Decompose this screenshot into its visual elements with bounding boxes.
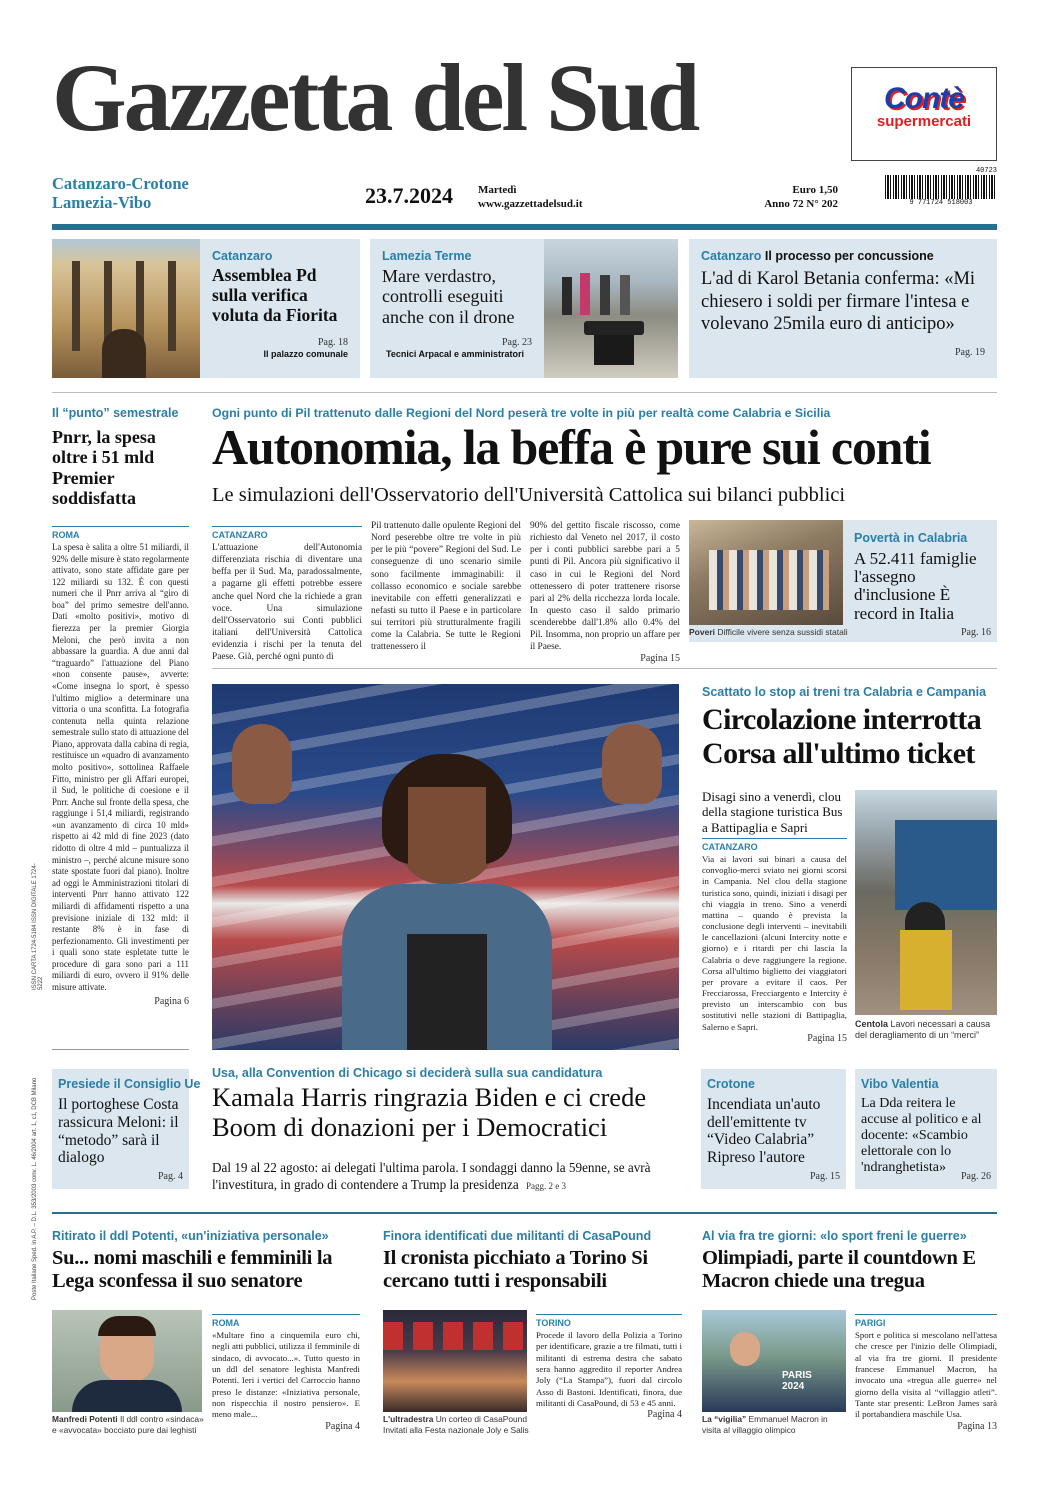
bottom-1-page: Pagina 4 <box>325 1420 360 1432</box>
lead-col-3 <box>530 520 680 664</box>
lead-kicker: Ogni punto di Pil trattenuto dalle Regioni del Nord peserà tre volte in più per realtà come Calabria e Sicilia <box>212 406 831 420</box>
top-box-3-kicker-wrap <box>701 249 934 263</box>
bottom-3-text <box>855 1314 997 1432</box>
trains-headline: Circolazione interrotta Corsa all'ultimo ticket <box>702 703 982 770</box>
left-brief-text <box>52 526 189 1007</box>
bottom-3-headline: Olimpiadi, parte il countdown E Macron chiede una tregua <box>702 1247 976 1293</box>
harris-headline: Kamala Harris ringrazia Biden e ci crede Boom di donazioni per i Democratici <box>212 1082 647 1142</box>
vibo-headline: La Dda reitera le accuse al politico e al docente: «Scambio elettorale con lo 'ndranghetista» <box>861 1096 982 1176</box>
poverty-page: Pag. 16 <box>961 627 991 638</box>
bottom-2-body: Procede il lavoro della Polizia a Torino per identificare, grazie a tre filmati, tutti i militanti di estrema destra che sabato sera hanno aggredito il reporter Andrea Joly (“La Stampa”), fuori dal circolo Asso di Bastoni. Identificati, finora, due militanti di CasaPound, di 53 e 45 anni. <box>536 1330 682 1409</box>
poverty-photo <box>689 520 843 625</box>
bottom-2-caption-text: Un corteo di CasaPound Invitati alla Festa nazionale Joly e Salis <box>383 1414 529 1435</box>
ad-logo <box>862 82 986 152</box>
potenti-photo <box>52 1310 202 1412</box>
left-brief-page: Pagina 6 <box>154 995 189 1007</box>
bottom-1-caption-bold: Manfredi Potenti <box>52 1414 118 1424</box>
top-box-1-kicker: Catanzaro <box>212 249 273 263</box>
top-box-2-headline: Mare verdastro, controlli eseguiti anche con il drone <box>382 266 515 327</box>
lead-subhead: Le simulazioni dell'Osservatorio dell'Università Cattolica sui bilanci pubblici <box>212 484 846 506</box>
eu-kicker: Presiede il Consiglio Ue <box>58 1077 201 1091</box>
bottom-3-body: Sport e politica si mescolano nell'attesa che cresce per l'inizio delle Olimpiadi, al via fra tre giorni. Il presidente francese Emmanuel Macron, ha invocato una «tregua alle guerre» nel giorno della visita al “villaggio atleti”. Tante star presenti: LeBron James sarà il portabandiera maschile Usa. <box>855 1330 997 1420</box>
trains-city: CATANZARO <box>702 838 847 852</box>
barcode-bottom: 9 771724 518003 <box>909 199 973 207</box>
lead-col-1-text: L'attuazione dell'Autonomia differenziata rischia di diventare una beffa per il Sud. Ma, paradossalmente, a pagarne gli effetti potrebbe essere anche quel Nord che la richiede a gran voce. Una simulazione dell'Osservatorio sui Conti pubblici italiani dell'Università Cattolica evidenzia i rischi per la tenuta del Paese. Già, perché ogni punto di <box>212 543 362 663</box>
lead-col-2: Pil trattenuto dalle opulente Regioni del Nord peserebbe oltre tre volte in più per le più “povere” Regioni del Sud. Le conseguenze di uno scenario simile sono facilmente immaginabili: il collasso economico e sociale sarebbe inevitabile con effetti generalizzati e nefasti su tutto il Paese e in particolare sui territori più strutturalmente fragili come la Calabria. Se tutte le Regioni trattenessero il <box>371 521 521 653</box>
ad-box[interactable] <box>851 67 997 161</box>
ad-tagline: supermercati <box>876 113 972 130</box>
crotone-box[interactable] <box>701 1069 846 1189</box>
harris-sub-text: Dal 19 al 22 agosto: ai delegati l'ultima parola. I sondaggi danno la 59enne, se avrà l'investitura, in grado di contendere a Trump la presidenza <box>212 1160 651 1192</box>
bottom-3-kicker: Al via fra tre giorni: «lo sport freni le guerre» <box>702 1229 967 1243</box>
bottom-3-page: Pagina 13 <box>957 1420 997 1432</box>
margin-issn: ISSN CARTA 1724-5184 ISSN DIGITALE 1724-5222 <box>32 863 44 990</box>
top-box-3-kicker: Catanzaro <box>701 249 762 263</box>
issue-number: Anno 72 N° 202 <box>764 198 838 211</box>
lead-page: Pagina 15 <box>640 653 680 665</box>
harris-kicker: Usa, alla Convention di Chicago si deciderà sulla sua candidatura <box>212 1066 603 1080</box>
casapound-caption <box>383 1414 529 1435</box>
edition-names <box>52 175 189 213</box>
bottom-2-kicker: Finora identificati due militanti di CasaPound <box>383 1229 652 1243</box>
trains-text <box>702 838 847 1044</box>
poverty-caption-text: Difficile vivere senza sussidi statali <box>717 627 848 637</box>
barcode-bars <box>885 175 997 199</box>
top-box-3-page: Pag. 19 <box>955 347 985 358</box>
ad-brand: Contè <box>884 82 964 115</box>
top-box-2-kicker: Lamezia Terme <box>382 249 472 263</box>
harris-page: Pagg. 2 e 3 <box>526 1180 567 1191</box>
eu-box[interactable] <box>52 1069 201 1189</box>
weekday: Martedì <box>478 184 517 196</box>
lead-headline: Autonomia, la beffa è pure sui conti <box>212 419 931 475</box>
bottom-3-city: PARIGI <box>855 1314 997 1328</box>
divider <box>52 1212 997 1214</box>
lead-city: CATANZARO <box>212 526 362 540</box>
crotone-page: Pag. 15 <box>810 1171 840 1182</box>
poverty-box[interactable] <box>689 520 997 642</box>
eu-headline: Il portoghese Costa rassicura Meloni: il “metodo” sarà il dialogo <box>58 1096 179 1167</box>
bottom-1-body: «Multare fino a cinquemila euro chi, negli atti pubblici, utilizza il femminile di sindaco, di avvocato...». Tutto questo in un ddl del senatore leghista Manfredi Potenti. Ieri i vertici del Carroccio hanno preso le distanze: «Iniziativa personale, non rispecchia il nostro pensiero». E meno male... <box>212 1330 360 1420</box>
masthead-title: Gazzetta del Sud <box>52 44 698 151</box>
price: Euro 1,50 <box>792 184 838 196</box>
top-box-3-kicker-rest: Il processo per concussione <box>764 249 934 263</box>
vibo-page: Pag. 26 <box>961 1171 991 1182</box>
bottom-2-text <box>536 1314 682 1420</box>
edition-1: Catanzaro-Crotone <box>52 174 189 193</box>
vibo-kicker: Vibo Valentia <box>861 1077 939 1091</box>
bottom-3-caption-bold: La “vigilia” <box>702 1414 747 1424</box>
macron-caption <box>702 1414 848 1435</box>
poverty-kicker: Povertà in Calabria <box>854 531 968 545</box>
trains-page: Pagina 15 <box>807 1032 847 1044</box>
trains-kicker: Scattato lo stop ai treni tra Calabria e Campania <box>702 685 987 699</box>
trains-caption-bold: Centola <box>855 1019 889 1029</box>
left-brief-body: La spesa è salita a oltre 51 miliardi, il 92% delle misure è stato regolarmente attivato, sono state affidate gare per 122 miliardi su 132. È con questi numeri che il Pnrr arriva al “giro di boa” del primo semestre dell'anno. Dati «molto positivi», motivo di fierezza per la premier Giorgia Meloni, che però invita a non abbassare la guardia. A due anni dal “traguardo” l'attuazione del Piano «non consente pause», avverte: «Come insegna lo sport, è spesso l'ultimo miglio» a determinare una vittoria o una sconfitta. La fotografia contenuta nella quinta relazione semestrale sullo stato di attuazione del Piano, approvata dalla cabina di regia, restituisce un «quadro di avanzamento molto positivo», sottolinea Raffaele Fitto, ministro per gli Affari europei, il Sud, le politiche di coesione e il Pnrr. Anche sul fronte della spesa, che raggiunge i 51,4 miliardi, registrando «un avanzamento di circa 10 mld» rispetto ai 42 mld di fine 2023 (dato ridotto di oltre 4 mld – puntualizza il ministro –, perché alcune misure sono state spostate fuori dal piano). Inoltre ad oggi le Amministrazioni titolari di interventi Pnrr hanno attivato 122 miliardi di affidamenti rispetto a una previsione iniziale di 132 mld: il restante 8% è in fase di perfezionamento. Gli investimenti per i quali sono state espletate tutte le procedure di gara sono pari a 111 miliardi di euro, ovvero il 91% delle misure attivate. <box>52 542 189 992</box>
margin-poste: Poste Italiane Sped. in A.P. – D.L. 353/2003 conv. L. 46/2004 art. 1, c1, DCB Milano <box>32 1077 38 1300</box>
paris-logo: PARIS 2024 <box>782 1370 812 1392</box>
left-brief-kicker: Il “punto” semestrale <box>52 406 179 420</box>
top-box-3[interactable] <box>689 239 997 378</box>
top-box-2-page: Pag. 23 <box>502 337 532 348</box>
trains-body: Via ai lavori sui binari a causa del convoglio-merci sviato nei giorni scorsi in Campania. Nel clou della stagione turistica sono, quindi, iniziati i disagi per chi viaggia in treno. Sino a venerdì mattina – quando è prevista la conclusione degli interventi – inevitabili le cancellazioni (alcuni Intercity notte e giorno) e i ritardi per chi lascia la Calabria o deve raggiungere la regione. Corsa all'ultimo biglietto dei viaggiatori per provare a evitare il caos. Per Frecciarossa, Frecciargento e Intercity è previsto un interscambio con bus sostitutivi nelle stazioni di Battipaglia, Salerno e Sapri. <box>702 854 847 1032</box>
bottom-3-caption-text: Emmanuel Macron in visita al villaggio olimpico <box>702 1414 828 1435</box>
trains-subhead: Disagi sino a venerdì, clou della stagione turistica Bus a Battipaglia e Sapri <box>702 789 843 835</box>
divider <box>212 668 997 669</box>
bottom-1-headline: Su... nomi maschili e femminili la Lega sconfessa il suo senatore <box>52 1247 333 1293</box>
top-box-1[interactable] <box>52 239 360 378</box>
lead-col-3-text: 90% del gettito fiscale riscosso, come richiesto dal Veneto nel 2017, il costo per i conti pubblici sarebbe pari a 5 punti di Pil. Ancora più significativo il caso in cui le Regioni del Nord ottenessero di poter trattenere risorse pari al 2% della ricchezza lorda locale. In questo caso il saldo primario scenderebbe dall'1.8% allo 0.4% del Pil. Insomma, non proprio un affare per il Paese. <box>530 521 680 653</box>
top-box-2-caption: Tecnici Arpacal e amministratori <box>386 349 525 359</box>
top-box-1-page: Pag. 18 <box>318 337 348 348</box>
poverty-caption-bold: Poveri <box>689 627 715 637</box>
top-box-1-headline: Assemblea Pd sulla verifica voluta da Fiorita <box>212 265 338 325</box>
crotone-headline: Incendiata un'auto dell'emittente tv “Video Calabria” Ripreso l'autore <box>707 1096 821 1166</box>
bottom-1-caption-text: Il ddl contro «sindaca» e «avvocata» bocciato pure dai leghisti <box>52 1414 204 1435</box>
bottom-2-city: TORINO <box>536 1314 682 1328</box>
bottom-2-page: Pagina 4 <box>647 1409 682 1421</box>
bottom-1-text <box>212 1314 360 1432</box>
potenti-caption <box>52 1414 204 1435</box>
divider <box>52 392 997 393</box>
macron-photo <box>702 1310 846 1412</box>
bottom-1-city: ROMA <box>212 1314 360 1328</box>
issue-date: 23.7.2024 <box>365 183 453 208</box>
trains-photo <box>855 790 997 1015</box>
top-box-2[interactable] <box>370 239 678 378</box>
trains-caption <box>855 1019 997 1042</box>
harris-photo <box>212 684 679 1050</box>
drone-photo <box>544 239 678 378</box>
bottom-2-caption-bold: L'ultradestra <box>383 1414 434 1424</box>
eu-page: Pag. 4 <box>158 1171 183 1182</box>
harris-sub <box>212 1160 684 1193</box>
top-box-1-caption: Il palazzo comunale <box>263 349 348 359</box>
trains-caption-text: Lavori necessari a causa del deragliamento di un “merci” <box>855 1019 991 1041</box>
divider <box>52 1049 189 1050</box>
masthead-rule <box>52 224 997 230</box>
barcode <box>885 167 997 211</box>
lead-col-1 <box>212 526 362 663</box>
date-info <box>478 183 583 212</box>
poverty-headline: A 52.411 famiglie l'assegno d'inclusione È record in Italia <box>854 549 977 623</box>
palazzo-photo <box>52 239 200 378</box>
barcode-top: 40723 <box>975 167 997 175</box>
casapound-photo <box>383 1310 527 1412</box>
bottom-2-headline: Il cronista picchiato a Torino Si cercano tutti i responsabili <box>383 1247 648 1293</box>
poverty-caption <box>689 627 848 638</box>
bottom-1-kicker: Ritirato il ddl Potenti, «un'iniziativa personale» <box>52 1229 329 1243</box>
edition-2: Lamezia-Vibo <box>52 192 152 212</box>
left-brief-headline: Pnrr, la spesa oltre i 51 mld Premier soddisfatta <box>52 427 156 508</box>
vibo-box[interactable] <box>855 1069 997 1189</box>
price-info <box>760 183 838 212</box>
left-brief-city: ROMA <box>52 526 189 540</box>
crotone-kicker: Crotone <box>707 1077 755 1091</box>
top-box-3-headline: L'ad di Karol Betania conferma: «Mi chiesero i soldi per firmare l'intesa e volevano 25mila euro di anticipo» <box>701 269 976 335</box>
website-link[interactable]: www.gazzettadelsud.it <box>478 198 583 211</box>
